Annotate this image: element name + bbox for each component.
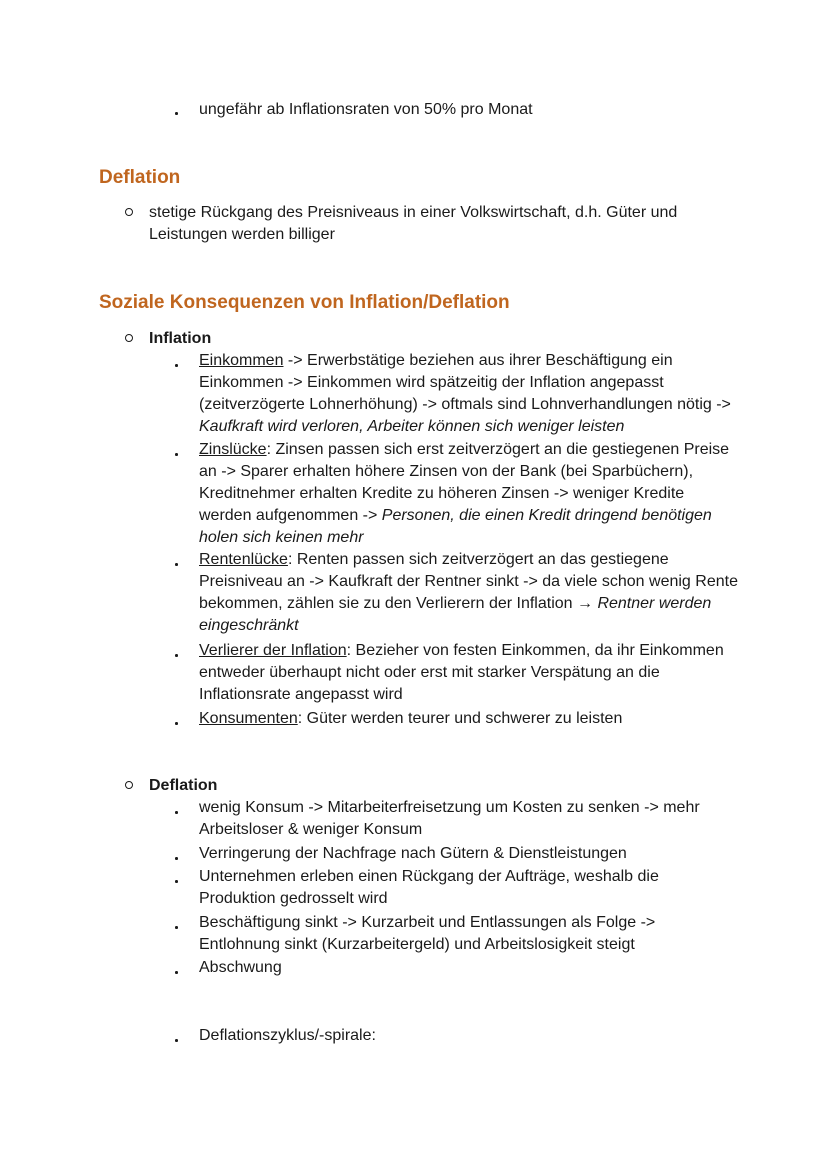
inflation-item-verlierer [199, 640, 739, 706]
bullet-dot [175, 880, 178, 883]
deflation-item: Unternehmen erleben einen Rückgang der Aufträge, weshalb die Produktion gedrosselt wird [199, 868, 659, 907]
term-einkommen: Einkommen [199, 352, 284, 369]
term-rentenluecke: Rentenlücke [199, 551, 288, 568]
item-italic: Rentner werden eingeschränkt [199, 595, 712, 634]
top-bullet-text: ungefähr ab Inflationsraten von 50% pro Monat [199, 101, 533, 118]
heading-social-consequences: Soziale Konsequenzen von Inflation/Deflation [99, 292, 510, 313]
arrow-icon: → [577, 595, 593, 612]
subheading-deflation: Deflation [149, 777, 218, 794]
deflation-item: Beschäftigung sinkt -> Kurzarbeit und Entlassungen als Folge -> Entlohnung sinkt (Kurzarbeitergeld) und Arbeitslosigkeit steigt [199, 914, 656, 953]
bullet-circle [125, 208, 133, 216]
heading-deflation: Deflation [99, 167, 181, 188]
bullet-dot [175, 811, 178, 814]
term-verlierer: Verlierer der Inflation [199, 642, 347, 659]
bullet-dot [175, 971, 178, 974]
item-text: -> Erwerbstätige beziehen aus ihrer Beschäftigung ein Einkommen -> Einkommen wird spätzeitig der Inflation angepasst (zeitverzögerte Lohnerhöhung) -> oftmals sind Lohnverhandlungen nötig -> [199, 352, 731, 413]
item-text: : Zinsen passen sich erst zeitverzögert an die gestiegenen Preise an -> Sparer erhalten höhere Zinsen von der Bank (bei Sparbüchern), Kreditnehmer erhalten Kredite zu höheren Zinsen -> weniger Kredite werden aufgenommen -> [199, 441, 730, 524]
bullet-dot [175, 1039, 178, 1042]
inflation-item-rentenluecke [199, 549, 739, 637]
item-italic: Personen, die einen Kredit dringend benötigen holen sich keinen mehr [199, 507, 712, 546]
bullet-dot [175, 857, 178, 860]
term-konsumenten: Konsumenten [199, 710, 298, 727]
bullet-dot [175, 364, 178, 367]
deflation-item: Abschwung [199, 959, 282, 976]
bullet-circle [125, 781, 133, 789]
inflation-item-einkommen [199, 350, 739, 438]
deflation-item: wenig Konsum -> Mitarbeiterfreisetzung um Kosten zu senken -> mehr Arbeitsloser & weniger Konsum [199, 799, 700, 838]
bullet-dot [175, 722, 178, 725]
item-text: : Bezieher von festen Einkommen, da ihr Einkommen entweder überhaupt nicht oder erst mit starker Verspätung an die Inflationsrate angepasst wird [199, 642, 724, 703]
item-italic: Kaufkraft wird verloren, Arbeiter können sich weniger leisten [199, 418, 625, 435]
bullet-dot [175, 563, 178, 566]
term-zinsluecke: Zinslücke [199, 441, 267, 458]
inflation-item-konsumenten [199, 708, 739, 730]
item-text: : Güter werden teurer und schwerer zu leisten [297, 710, 623, 727]
bullet-dot [175, 926, 178, 929]
bullet-dot [175, 112, 178, 115]
deflation-cycle-label: Deflationszyklus/-spirale: [199, 1027, 376, 1044]
deflation-definition: stetige Rückgang des Preisniveaus in einer Volkswirtschaft, d.h. Güter und Leistungen werden billiger [149, 204, 678, 243]
bullet-dot [175, 453, 178, 456]
deflation-item: Verringerung der Nachfrage nach Gütern & Dienstleistungen [199, 845, 627, 862]
bullet-circle [125, 334, 133, 342]
inflation-item-zinsluecke [199, 439, 739, 549]
subheading-inflation: Inflation [149, 330, 212, 347]
bullet-dot [175, 654, 178, 657]
item-text: : Renten passen sich zeitverzögert an das gestiegene Preisniveau an -> Kaufkraft der Rentner sinkt -> da viele schon wenig Rente bekommen, zählen sie zu den Verlierern der Inflation [199, 551, 738, 612]
